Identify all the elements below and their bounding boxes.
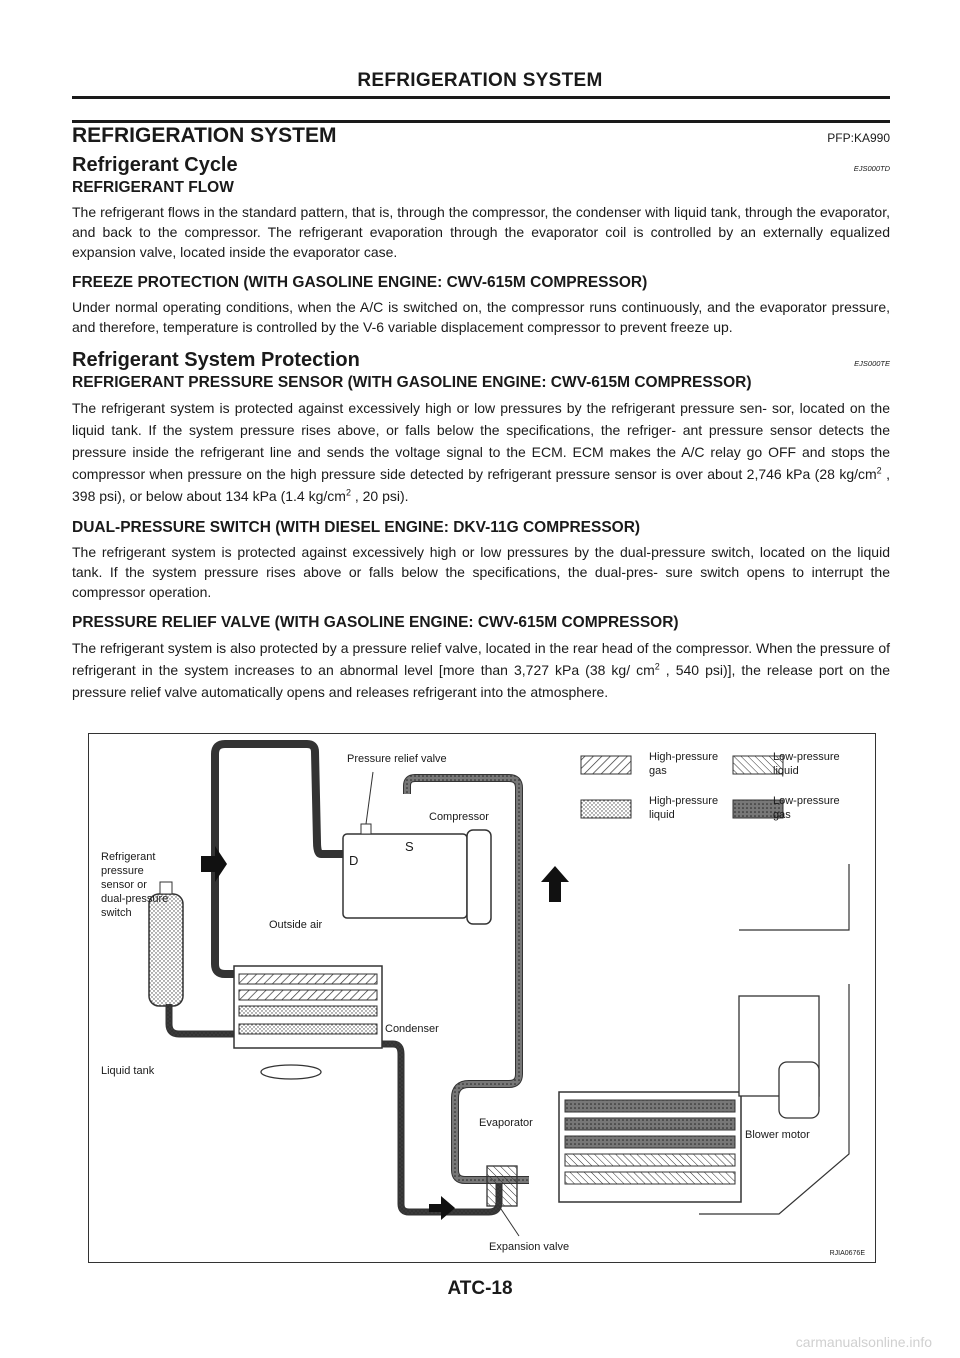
running-header: REFRIGERATION SYSTEM [357, 70, 603, 91]
flow-arrow-right [429, 1196, 455, 1220]
dual-pressure-switch-text: The refrigerant system is protected against excessively high or low pressures by the dual-pressure switch, located on the liquid tank. If the system pressure rises above or falls below the specifications, the dual-pres- sure switch opens to interrupt the compressor operation. [72, 544, 890, 600]
blower-motor [779, 1062, 819, 1118]
legend-high-pressure-liquid: High-pressure liquid [649, 795, 719, 821]
pressure-sensor-text: The refrigerant system is protected against excessively high or low pressures by the refrigerant pressure sen- sor, located on the liquid tank. If the system pressure rises above, or falls below the specifications, the refriger- ant pressure sensor detects the pressure inside the refrigerant line and sends the voltage signal to the ECM. ECM makes the A/C relay go OFF and stops the compressor when pressure on the high pressure side detected by refrigerant pressure sensor is over about 2,746 kPa (28 $kg/cm^2$ , 398 psi), or below about 134 kPa (1.4 $kg/cm^2$ , 20 psi). [72, 400, 891, 504]
system-protection-heading [72, 349, 890, 372]
condenser-fan [261, 1065, 321, 1079]
system-protection-title: Refrigerant System Protection [72, 349, 360, 371]
label-blower-motor: Blower motor [745, 1129, 810, 1141]
legend-swatch-high-gas [581, 756, 631, 774]
pressure-relief-heading: PRESSURE RELIEF VALVE (WITH GASOLINE ENGINE: CWV-615M COMPRESSOR) [72, 614, 679, 631]
label-condenser: Condenser [385, 1023, 439, 1035]
page-content [72, 124, 890, 715]
refrigerant-flow-text: The refrigerant flows in the standard pattern, that is, through the compressor, the condenser with liquid tank, through the evaporator, and back to the compressor. The refrigerant evaporation through the evaporator coil is controlled by an externally equalized expansion valve, located inside the evaporator case. [72, 204, 890, 260]
dual-pressure-switch-heading: DUAL-PRESSURE SWITCH (WITH DIESEL ENGINE: DKV-11G COMPRESSOR) [72, 519, 641, 536]
freeze-protection-heading: FREEZE PROTECTION (WITH GASOLINE ENGINE: CWV-615M COMPRESSOR) [72, 274, 648, 291]
freeze-protection-text: Under normal operating conditions, when the A/C is switched on, the compressor runs continuously, and the evaporator pressure, and therefore, temperature is controlled by the V-6 variable displacement compressor to prevent freeze up. [72, 299, 890, 335]
pressure-relief-valve-body [361, 824, 371, 834]
label-compressor: Compressor [429, 811, 489, 823]
system-protection-code: EJS000TE [854, 359, 890, 368]
legend-low-pressure-liquid: Low-pressure liquid [773, 751, 840, 777]
label-liquid-tank: Liquid tank [101, 1065, 155, 1077]
label-refrigerant-pressure-sensor: Refrigerant pressure sensor or dual-pressure switch [101, 851, 169, 919]
refrigerant-flow-heading: REFRIGERANT FLOW [72, 179, 234, 196]
relief-valve-leader [366, 772, 373, 824]
section-code: PFP:KA990 [827, 131, 890, 145]
label-outside-air: Outside air [269, 919, 323, 931]
figure-id: RJIA0676E [829, 1250, 865, 1257]
pressure-relief-text: The refrigerant system is also protected by a pressure relief valve, located in the rear head of the compressor. When the pressure of refrigerant in the system increases to an abnormal level [more than 3,727 kPa (38 kg/ $cm^2$ , 540 psi)], the release port on the pressure relief valve automatically opens and releases refrigerant into the atmosphere. [72, 640, 890, 700]
legend-low-pressure-gas: Low-pressure gas [773, 795, 840, 821]
flow-arrow-up-right [541, 866, 569, 902]
compressor-clutch [467, 830, 491, 924]
refrigerant-cycle-heading [72, 154, 890, 177]
header-rule [72, 120, 890, 123]
section-title: REFRIGERATION SYSTEM [72, 124, 337, 147]
label-evaporator: Evaporator [479, 1117, 533, 1129]
expansion-valve [487, 1166, 517, 1206]
label-d: D [349, 853, 359, 868]
pressure-sensor-heading: REFRIGERANT PRESSURE SENSOR (WITH GASOLINE ENGINE: CWV-615M COMPRESSOR) [72, 374, 752, 391]
label-expansion-valve: Expansion valve [489, 1241, 570, 1253]
refrigerant-cycle-code: EJS000TD [853, 164, 890, 173]
refrigerant-cycle-diagram [88, 733, 876, 1263]
section-heading [72, 124, 890, 148]
refrigerant-cycle-title: Refrigerant Cycle [72, 154, 238, 176]
legend-swatch-high-liquid [581, 800, 631, 818]
footer-url: carmanualsonline.info [795, 1334, 932, 1350]
label-pressure-relief-valve: Pressure relief valve [347, 753, 447, 765]
header-rule-thin [72, 96, 890, 99]
legend-high-pressure-gas: High-pressure gas [649, 751, 719, 777]
label-s: S [405, 839, 414, 854]
page-number: ATC-18 [447, 1278, 513, 1299]
